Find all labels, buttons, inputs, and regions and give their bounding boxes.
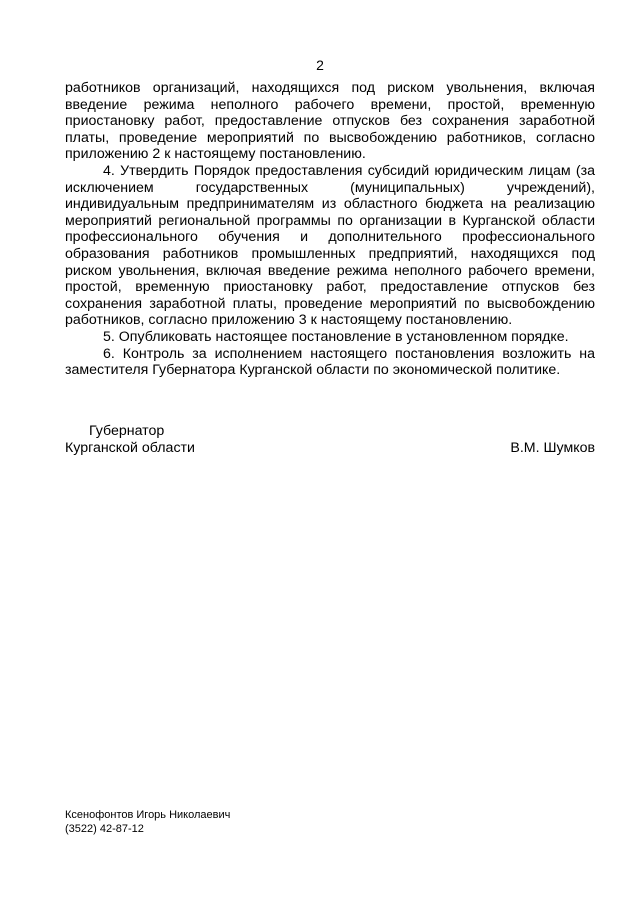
footer-author: Ксенофонтов Игорь Николаевич [65, 809, 231, 821]
signature-block [65, 423, 595, 456]
footer-phone: (3522) 42-87-12 [65, 823, 144, 835]
signature-row [65, 440, 595, 457]
paragraph-item-6: 6. Контроль за исполнением настоящего постановления возложить на заместителя Губернатора Курганской области по экономической политике. [65, 345, 595, 379]
document-body [65, 80, 595, 379]
signatory-name: В.М. Шумков [510, 439, 595, 456]
signatory-title-line2: Курганской области [65, 439, 195, 456]
paragraph-item-5: 5. Опубликовать настоящее постановление в установленном порядке. [103, 328, 569, 345]
signatory-title-line1: Губернатор [89, 423, 165, 439]
paragraph-continuation: работников организаций, находящихся под риском увольнения, включая введение режима неполного рабочего времени, простой, временную приостановку работ, предоставление отпусков без сохранения заработной платы, проведение мероприятий по высвобождению работников, согласно приложению 2 к настоящему постановлению. [65, 80, 595, 163]
paragraph-item-4: 4. Утвердить Порядок предоставления субсидий юридическим лицам (за исключением государственных (муниципальных) учреждений), индивидуальным предпринимателям из областного бюджета на реализацию мероприятий региональной программы по организации в Курганской области профессионального обучения и дополнительного профессионального образования работников промышленных предприятий, находящихся под риском увольнения, включая введение режима неполного рабочего времени, простой, временную приостановку работ, предоставление отпусков без сохранения заработной платы, проведение мероприятий по высвобождению работников, согласно приложению 3 к настоящему постановлению. [65, 162, 595, 329]
page-number: 2 [316, 57, 324, 73]
footer-contact [65, 808, 230, 836]
